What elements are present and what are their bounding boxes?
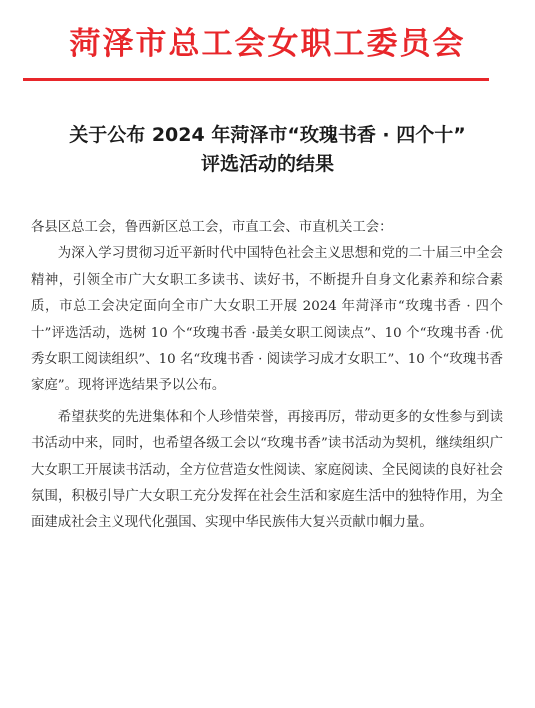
document-body bbox=[31, 215, 503, 537]
title-line-2: 评选活动的结果 bbox=[200, 153, 334, 175]
document-title bbox=[20, 121, 515, 179]
title-line-1: 关于公布 2024 年菏泽市“玫瑰书香 · 四个十” bbox=[69, 124, 466, 146]
body-paragraph-1: 为深入学习贯彻习近平新时代中国特色社会主义思想和党的二十届三中全会精神，引领全市广大女职工多读书、读好书，不断提升自身文化素养和综合素质，市总工会决定面向全市广大女职工开展 2024 年菏泽市“玫瑰书香 · 四个十”评选活动，选树 10 个“玫瑰书香 ·最美女职工阅读点”、10 个“玫瑰书香 ·优秀女职工阅读组织”、10 名“玫瑰书香 · 阅读学习成才女职工”、10 个“玫瑰书香家庭”。现将评选结果予以公布。 bbox=[31, 246, 503, 394]
letterhead bbox=[0, 24, 535, 64]
salutation: 各县区总工会，鲁西新区总工会，市直工会、市直机关工会： bbox=[31, 220, 393, 235]
body-paragraph-2: 希望获奖的先进集体和个人珍惜荣誉，再接再厉，带动更多的女性参与到读书活动中来，同时，也希望各级工会以“玫瑰书香”读书活动为契机，继续组织广大女职工开展读书活动，全方位营造女性阅读、家庭阅读、全民阅读的良好社会氛围，积极引导广大女职工充分发挥在社会生活和家庭生活中的独特作用，为全面建成社会主义现代化强国、实现中华民族伟大复兴贡献巾帼力量。 bbox=[31, 409, 503, 531]
letterhead-org-name: 菏泽市总工会女职工委员会 bbox=[69, 26, 466, 62]
letterhead-red-rule bbox=[23, 78, 489, 81]
